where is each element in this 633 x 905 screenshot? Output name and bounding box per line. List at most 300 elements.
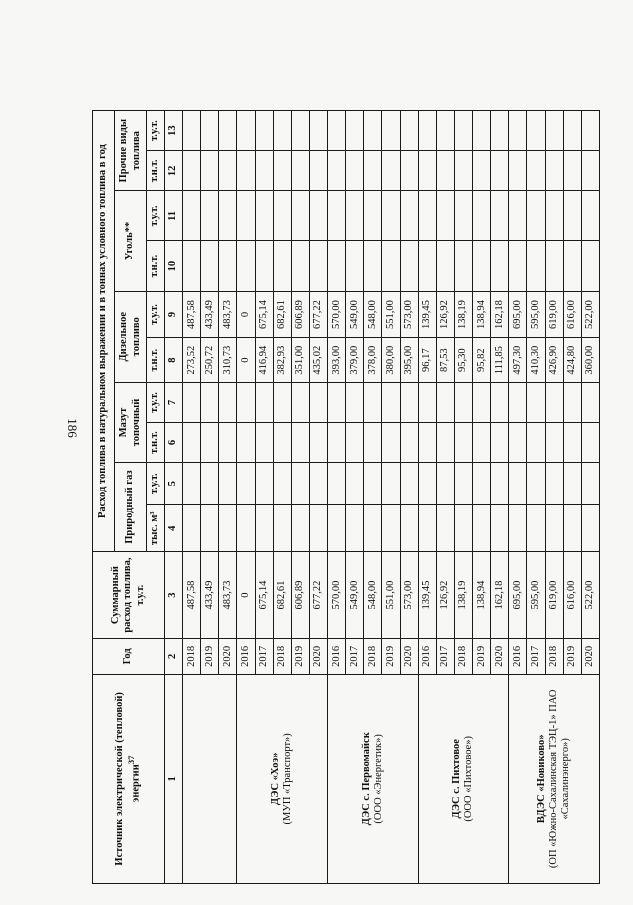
gas-natural-cell bbox=[454, 505, 472, 552]
coal-natural-cell bbox=[273, 241, 291, 291]
diesel-conventional-cell: 551,00 bbox=[382, 291, 400, 338]
mazut-conventional-cell bbox=[509, 382, 527, 422]
gas-natural-cell bbox=[237, 505, 255, 552]
coal-conventional-cell bbox=[219, 191, 237, 241]
year-cell: 2018 bbox=[545, 639, 563, 675]
mazut-conventional-cell bbox=[273, 382, 291, 422]
diesel-natural-cell: 395,00 bbox=[400, 338, 418, 383]
mazut-conventional-cell bbox=[418, 382, 436, 422]
coal-natural-cell bbox=[436, 241, 454, 291]
coal-natural-cell bbox=[527, 241, 545, 291]
header-total: Суммарный расход топлива, т.у.т. bbox=[93, 552, 165, 639]
year-cell: 2018 bbox=[364, 639, 382, 675]
other-conventional-cell bbox=[436, 111, 454, 151]
coal-conventional-cell bbox=[255, 191, 273, 241]
diesel-conventional-cell: 483,73 bbox=[219, 291, 237, 338]
year-cell: 2017 bbox=[527, 639, 545, 675]
year-cell: 2018 bbox=[454, 639, 472, 675]
coal-natural-cell bbox=[545, 241, 563, 291]
diesel-natural-cell: 410,30 bbox=[527, 338, 545, 383]
coal-conventional-cell bbox=[273, 191, 291, 241]
diesel-conventional-cell: 675,14 bbox=[255, 291, 273, 338]
mazut-natural-cell bbox=[255, 423, 273, 463]
total-cell: 138,94 bbox=[473, 552, 491, 639]
other-conventional-cell bbox=[454, 111, 472, 151]
other-conventional-cell bbox=[491, 111, 509, 151]
diesel-conventional-cell: 606,89 bbox=[291, 291, 309, 338]
source-cell bbox=[509, 674, 600, 883]
year-cell: 2017 bbox=[255, 639, 273, 675]
gas-conventional-cell bbox=[491, 463, 509, 505]
coal-conventional-cell bbox=[382, 191, 400, 241]
gas-conventional-cell bbox=[581, 463, 599, 505]
mazut-conventional-cell bbox=[237, 382, 255, 422]
total-cell: 551,00 bbox=[382, 552, 400, 639]
diesel-natural-cell: 426,90 bbox=[545, 338, 563, 383]
column-number: 13 bbox=[165, 111, 183, 151]
diesel-natural-cell: 379,00 bbox=[346, 338, 364, 383]
mazut-natural-cell bbox=[291, 423, 309, 463]
gas-conventional-cell bbox=[291, 463, 309, 505]
gas-conventional-cell bbox=[255, 463, 273, 505]
unit-diesel-conventional: т.у.т. bbox=[147, 291, 165, 338]
source-cell bbox=[328, 674, 419, 883]
year-cell: 2016 bbox=[509, 639, 527, 675]
gas-natural-cell bbox=[273, 505, 291, 552]
gas-conventional-cell bbox=[436, 463, 454, 505]
coal-natural-cell bbox=[418, 241, 436, 291]
total-cell: 138,19 bbox=[454, 552, 472, 639]
gas-conventional-cell bbox=[563, 463, 581, 505]
mazut-natural-cell bbox=[509, 423, 527, 463]
column-number: 9 bbox=[165, 291, 183, 338]
diesel-conventional-cell: 573,00 bbox=[400, 291, 418, 338]
header-fuel-group: Расход топлива в натуральном выражении и в тоннах условного топлива в год bbox=[93, 111, 115, 552]
source-name: ДЭС «Хоэ» bbox=[270, 752, 282, 806]
diesel-conventional-cell: 570,00 bbox=[328, 291, 346, 338]
gas-conventional-cell bbox=[219, 463, 237, 505]
coal-natural-cell bbox=[563, 241, 581, 291]
coal-natural-cell bbox=[491, 241, 509, 291]
year-cell: 2017 bbox=[346, 639, 364, 675]
total-cell: 570,00 bbox=[328, 552, 346, 639]
year-cell: 2016 bbox=[418, 639, 436, 675]
total-cell: 606,89 bbox=[291, 552, 309, 639]
diesel-natural-cell: 95,30 bbox=[454, 338, 472, 383]
year-cell: 2017 bbox=[436, 639, 454, 675]
other-natural-cell bbox=[291, 151, 309, 191]
mazut-conventional-cell bbox=[545, 382, 563, 422]
coal-natural-cell bbox=[201, 241, 219, 291]
other-natural-cell bbox=[237, 151, 255, 191]
mazut-natural-cell bbox=[527, 423, 545, 463]
diesel-natural-cell: 87,53 bbox=[436, 338, 454, 383]
other-natural-cell bbox=[346, 151, 364, 191]
gas-conventional-cell bbox=[527, 463, 545, 505]
fuel-consumption-table bbox=[92, 110, 600, 884]
mazut-conventional-cell bbox=[581, 382, 599, 422]
diesel-natural-cell: 111,85 bbox=[491, 338, 509, 383]
table-row bbox=[418, 111, 436, 884]
other-natural-cell bbox=[201, 151, 219, 191]
source-cell bbox=[418, 674, 509, 883]
other-conventional-cell bbox=[400, 111, 418, 151]
mazut-natural-cell bbox=[400, 423, 418, 463]
year-cell: 2020 bbox=[400, 639, 418, 675]
other-natural-cell bbox=[473, 151, 491, 191]
column-number: 8 bbox=[165, 338, 183, 383]
diesel-natural-cell: 416,94 bbox=[255, 338, 273, 383]
source-cell bbox=[237, 674, 328, 883]
other-conventional-cell bbox=[219, 111, 237, 151]
gas-natural-cell bbox=[346, 505, 364, 552]
year-cell: 2016 bbox=[237, 639, 255, 675]
coal-conventional-cell bbox=[364, 191, 382, 241]
unit-coal-natural: т.н.т. bbox=[147, 241, 165, 291]
total-cell: 595,00 bbox=[527, 552, 545, 639]
total-cell: 483,73 bbox=[219, 552, 237, 639]
column-number: 2 bbox=[165, 639, 183, 675]
gas-conventional-cell bbox=[364, 463, 382, 505]
column-number: 7 bbox=[165, 382, 183, 422]
other-natural-cell bbox=[183, 151, 201, 191]
gas-natural-cell bbox=[328, 505, 346, 552]
unit-gas-natural: тыс. м³ bbox=[147, 505, 165, 552]
coal-natural-cell bbox=[291, 241, 309, 291]
mazut-natural-cell bbox=[491, 423, 509, 463]
rotated-table-area bbox=[92, 110, 600, 884]
unit-gas-conventional: т.у.т. bbox=[147, 463, 165, 505]
other-natural-cell bbox=[219, 151, 237, 191]
diesel-conventional-cell: 595,00 bbox=[527, 291, 545, 338]
mazut-conventional-cell bbox=[382, 382, 400, 422]
coal-conventional-cell bbox=[291, 191, 309, 241]
diesel-natural-cell: 95,82 bbox=[473, 338, 491, 383]
coal-natural-cell bbox=[255, 241, 273, 291]
unit-other-conventional: т.у.т. bbox=[147, 111, 165, 151]
coal-conventional-cell bbox=[581, 191, 599, 241]
coal-conventional-cell bbox=[563, 191, 581, 241]
coal-conventional-cell bbox=[328, 191, 346, 241]
total-cell: 695,00 bbox=[509, 552, 527, 639]
header-gas: Природный газ bbox=[115, 463, 147, 552]
mazut-natural-cell bbox=[454, 423, 472, 463]
diesel-natural-cell: 424,80 bbox=[563, 338, 581, 383]
diesel-conventional-cell: 126,92 bbox=[436, 291, 454, 338]
other-conventional-cell bbox=[509, 111, 527, 151]
source-owner: (ООО «Пихтовое») bbox=[463, 735, 475, 822]
gas-conventional-cell bbox=[400, 463, 418, 505]
mazut-natural-cell bbox=[581, 423, 599, 463]
other-natural-cell bbox=[382, 151, 400, 191]
year-cell: 2019 bbox=[201, 639, 219, 675]
total-cell: 126,92 bbox=[436, 552, 454, 639]
other-conventional-cell bbox=[255, 111, 273, 151]
diesel-conventional-cell: 139,45 bbox=[418, 291, 436, 338]
diesel-conventional-cell: 138,94 bbox=[473, 291, 491, 338]
gas-conventional-cell bbox=[418, 463, 436, 505]
column-number: 5 bbox=[165, 463, 183, 505]
coal-natural-cell bbox=[454, 241, 472, 291]
diesel-natural-cell: 393,00 bbox=[328, 338, 346, 383]
coal-natural-cell bbox=[183, 241, 201, 291]
table-row bbox=[328, 111, 346, 884]
column-number: 4 bbox=[165, 505, 183, 552]
gas-natural-cell bbox=[491, 505, 509, 552]
diesel-natural-cell: 382,93 bbox=[273, 338, 291, 383]
mazut-natural-cell bbox=[364, 423, 382, 463]
mazut-conventional-cell bbox=[527, 382, 545, 422]
mazut-conventional-cell bbox=[183, 382, 201, 422]
gas-natural-cell bbox=[527, 505, 545, 552]
mazut-conventional-cell bbox=[491, 382, 509, 422]
other-natural-cell bbox=[454, 151, 472, 191]
year-cell: 2018 bbox=[273, 639, 291, 675]
mazut-natural-cell bbox=[201, 423, 219, 463]
other-conventional-cell bbox=[382, 111, 400, 151]
header-coal: Уголь** bbox=[115, 191, 147, 291]
coal-natural-cell bbox=[364, 241, 382, 291]
coal-natural-cell bbox=[346, 241, 364, 291]
coal-conventional-cell bbox=[237, 191, 255, 241]
other-conventional-cell bbox=[545, 111, 563, 151]
mazut-natural-cell bbox=[382, 423, 400, 463]
coal-conventional-cell bbox=[527, 191, 545, 241]
coal-conventional-cell bbox=[418, 191, 436, 241]
diesel-conventional-cell: 695,00 bbox=[509, 291, 527, 338]
gas-natural-cell bbox=[364, 505, 382, 552]
other-natural-cell bbox=[255, 151, 273, 191]
gas-conventional-cell bbox=[509, 463, 527, 505]
mazut-conventional-cell bbox=[400, 382, 418, 422]
total-cell: 677,22 bbox=[309, 552, 327, 639]
unit-coal-conventional: т.у.т. bbox=[147, 191, 165, 241]
other-natural-cell bbox=[527, 151, 545, 191]
source-owner: (ООО «Энергетик») bbox=[372, 734, 384, 824]
source-name: ВДЭС «Новиково» bbox=[536, 734, 548, 824]
mazut-conventional-cell bbox=[364, 382, 382, 422]
coal-conventional-cell bbox=[509, 191, 527, 241]
mazut-natural-cell bbox=[328, 423, 346, 463]
mazut-conventional-cell bbox=[291, 382, 309, 422]
table-row bbox=[237, 111, 255, 884]
mazut-natural-cell bbox=[237, 423, 255, 463]
other-conventional-cell bbox=[581, 111, 599, 151]
gas-natural-cell bbox=[201, 505, 219, 552]
gas-conventional-cell bbox=[273, 463, 291, 505]
total-cell: 487,58 bbox=[183, 552, 201, 639]
table-row bbox=[183, 111, 201, 884]
gas-natural-cell bbox=[436, 505, 454, 552]
year-cell: 2018 bbox=[183, 639, 201, 675]
mazut-natural-cell bbox=[473, 423, 491, 463]
coal-natural-cell bbox=[473, 241, 491, 291]
coal-conventional-cell bbox=[545, 191, 563, 241]
total-cell: 675,14 bbox=[255, 552, 273, 639]
total-cell: 682,61 bbox=[273, 552, 291, 639]
gas-natural-cell bbox=[473, 505, 491, 552]
coal-natural-cell bbox=[309, 241, 327, 291]
header-mazut: Мазут топочный bbox=[115, 382, 147, 462]
mazut-natural-cell bbox=[183, 423, 201, 463]
diesel-natural-cell: 435,02 bbox=[309, 338, 327, 383]
mazut-conventional-cell bbox=[454, 382, 472, 422]
diesel-natural-cell: 310,73 bbox=[219, 338, 237, 383]
gas-conventional-cell bbox=[346, 463, 364, 505]
unit-mazut-conventional: т.у.т. bbox=[147, 382, 165, 422]
coal-conventional-cell bbox=[473, 191, 491, 241]
diesel-natural-cell: 378,00 bbox=[364, 338, 382, 383]
mazut-conventional-cell bbox=[436, 382, 454, 422]
diesel-conventional-cell: 548,00 bbox=[364, 291, 382, 338]
other-conventional-cell bbox=[273, 111, 291, 151]
year-cell: 2019 bbox=[382, 639, 400, 675]
diesel-natural-cell: 0 bbox=[237, 338, 255, 383]
column-number: 10 bbox=[165, 241, 183, 291]
mazut-natural-cell bbox=[545, 423, 563, 463]
column-number: 1 bbox=[165, 674, 183, 883]
coal-natural-cell bbox=[581, 241, 599, 291]
year-cell: 2020 bbox=[219, 639, 237, 675]
other-conventional-cell bbox=[328, 111, 346, 151]
other-natural-cell bbox=[509, 151, 527, 191]
gas-natural-cell bbox=[183, 505, 201, 552]
column-number: 12 bbox=[165, 151, 183, 191]
gas-conventional-cell bbox=[237, 463, 255, 505]
year-cell: 2016 bbox=[328, 639, 346, 675]
total-cell: 548,00 bbox=[364, 552, 382, 639]
column-number: 3 bbox=[165, 552, 183, 639]
unit-mazut-natural: т.н.т. bbox=[147, 423, 165, 463]
diesel-natural-cell: 380,00 bbox=[382, 338, 400, 383]
diesel-conventional-cell: 0 bbox=[237, 291, 255, 338]
gas-conventional-cell bbox=[382, 463, 400, 505]
coal-conventional-cell bbox=[346, 191, 364, 241]
diesel-conventional-cell: 677,22 bbox=[309, 291, 327, 338]
column-number-row bbox=[165, 111, 183, 884]
diesel-conventional-cell: 162,18 bbox=[491, 291, 509, 338]
gas-natural-cell bbox=[309, 505, 327, 552]
mazut-conventional-cell bbox=[309, 382, 327, 422]
total-cell: 0 bbox=[237, 552, 255, 639]
other-natural-cell bbox=[309, 151, 327, 191]
diesel-conventional-cell: 549,00 bbox=[346, 291, 364, 338]
coal-conventional-cell bbox=[491, 191, 509, 241]
mazut-natural-cell bbox=[309, 423, 327, 463]
diesel-conventional-cell: 487,58 bbox=[183, 291, 201, 338]
year-cell: 2020 bbox=[491, 639, 509, 675]
mazut-conventional-cell bbox=[255, 382, 273, 422]
diesel-conventional-cell: 138,19 bbox=[454, 291, 472, 338]
mazut-conventional-cell bbox=[328, 382, 346, 422]
header-diesel: Дизельное топливо bbox=[115, 291, 147, 382]
other-conventional-cell bbox=[237, 111, 255, 151]
mazut-conventional-cell bbox=[563, 382, 581, 422]
other-natural-cell bbox=[581, 151, 599, 191]
diesel-natural-cell: 250,72 bbox=[201, 338, 219, 383]
diesel-conventional-cell: 522,00 bbox=[581, 291, 599, 338]
header-other: Прочие виды топлива bbox=[115, 111, 147, 191]
other-conventional-cell bbox=[563, 111, 581, 151]
diesel-natural-cell: 351,00 bbox=[291, 338, 309, 383]
mazut-conventional-cell bbox=[473, 382, 491, 422]
total-cell: 549,00 bbox=[346, 552, 364, 639]
year-cell: 2019 bbox=[291, 639, 309, 675]
column-number: 11 bbox=[165, 191, 183, 241]
year-cell: 2019 bbox=[473, 639, 491, 675]
other-natural-cell bbox=[491, 151, 509, 191]
mazut-conventional-cell bbox=[201, 382, 219, 422]
header-year: Год bbox=[93, 639, 165, 675]
diesel-conventional-cell: 433,49 bbox=[201, 291, 219, 338]
mazut-conventional-cell bbox=[219, 382, 237, 422]
total-cell: 573,00 bbox=[400, 552, 418, 639]
mazut-natural-cell bbox=[563, 423, 581, 463]
year-cell: 2019 bbox=[563, 639, 581, 675]
other-conventional-cell bbox=[309, 111, 327, 151]
coal-conventional-cell bbox=[454, 191, 472, 241]
year-cell: 2020 bbox=[581, 639, 599, 675]
gas-conventional-cell bbox=[545, 463, 563, 505]
source-cell bbox=[183, 674, 237, 883]
total-cell: 619,00 bbox=[545, 552, 563, 639]
gas-natural-cell bbox=[509, 505, 527, 552]
unit-other-natural: т.н.т. bbox=[147, 151, 165, 191]
other-conventional-cell bbox=[346, 111, 364, 151]
gas-natural-cell bbox=[581, 505, 599, 552]
gas-conventional-cell bbox=[201, 463, 219, 505]
other-conventional-cell bbox=[418, 111, 436, 151]
diesel-natural-cell: 497,30 bbox=[509, 338, 527, 383]
gas-natural-cell bbox=[545, 505, 563, 552]
coal-natural-cell bbox=[382, 241, 400, 291]
mazut-natural-cell bbox=[219, 423, 237, 463]
coal-conventional-cell bbox=[400, 191, 418, 241]
other-conventional-cell bbox=[183, 111, 201, 151]
other-natural-cell bbox=[436, 151, 454, 191]
total-cell: 616,00 bbox=[563, 552, 581, 639]
gas-natural-cell bbox=[255, 505, 273, 552]
other-natural-cell bbox=[400, 151, 418, 191]
year-cell: 2020 bbox=[309, 639, 327, 675]
gas-conventional-cell bbox=[309, 463, 327, 505]
gas-natural-cell bbox=[418, 505, 436, 552]
coal-natural-cell bbox=[509, 241, 527, 291]
mazut-natural-cell bbox=[346, 423, 364, 463]
table-body bbox=[183, 111, 600, 884]
gas-conventional-cell bbox=[473, 463, 491, 505]
diesel-conventional-cell: 616,00 bbox=[563, 291, 581, 338]
other-conventional-cell bbox=[527, 111, 545, 151]
coal-natural-cell bbox=[400, 241, 418, 291]
gas-natural-cell bbox=[382, 505, 400, 552]
gas-conventional-cell bbox=[183, 463, 201, 505]
source-name: ДЭС с. Пихтовое bbox=[451, 739, 463, 819]
mazut-natural-cell bbox=[273, 423, 291, 463]
diesel-conventional-cell: 619,00 bbox=[545, 291, 563, 338]
gas-conventional-cell bbox=[328, 463, 346, 505]
mazut-natural-cell bbox=[436, 423, 454, 463]
other-natural-cell bbox=[364, 151, 382, 191]
mazut-conventional-cell bbox=[346, 382, 364, 422]
total-cell: 139,45 bbox=[418, 552, 436, 639]
coal-natural-cell bbox=[219, 241, 237, 291]
other-conventional-cell bbox=[473, 111, 491, 151]
diesel-natural-cell: 360,00 bbox=[581, 338, 599, 383]
other-natural-cell bbox=[273, 151, 291, 191]
coal-conventional-cell bbox=[309, 191, 327, 241]
total-cell: 433,49 bbox=[201, 552, 219, 639]
